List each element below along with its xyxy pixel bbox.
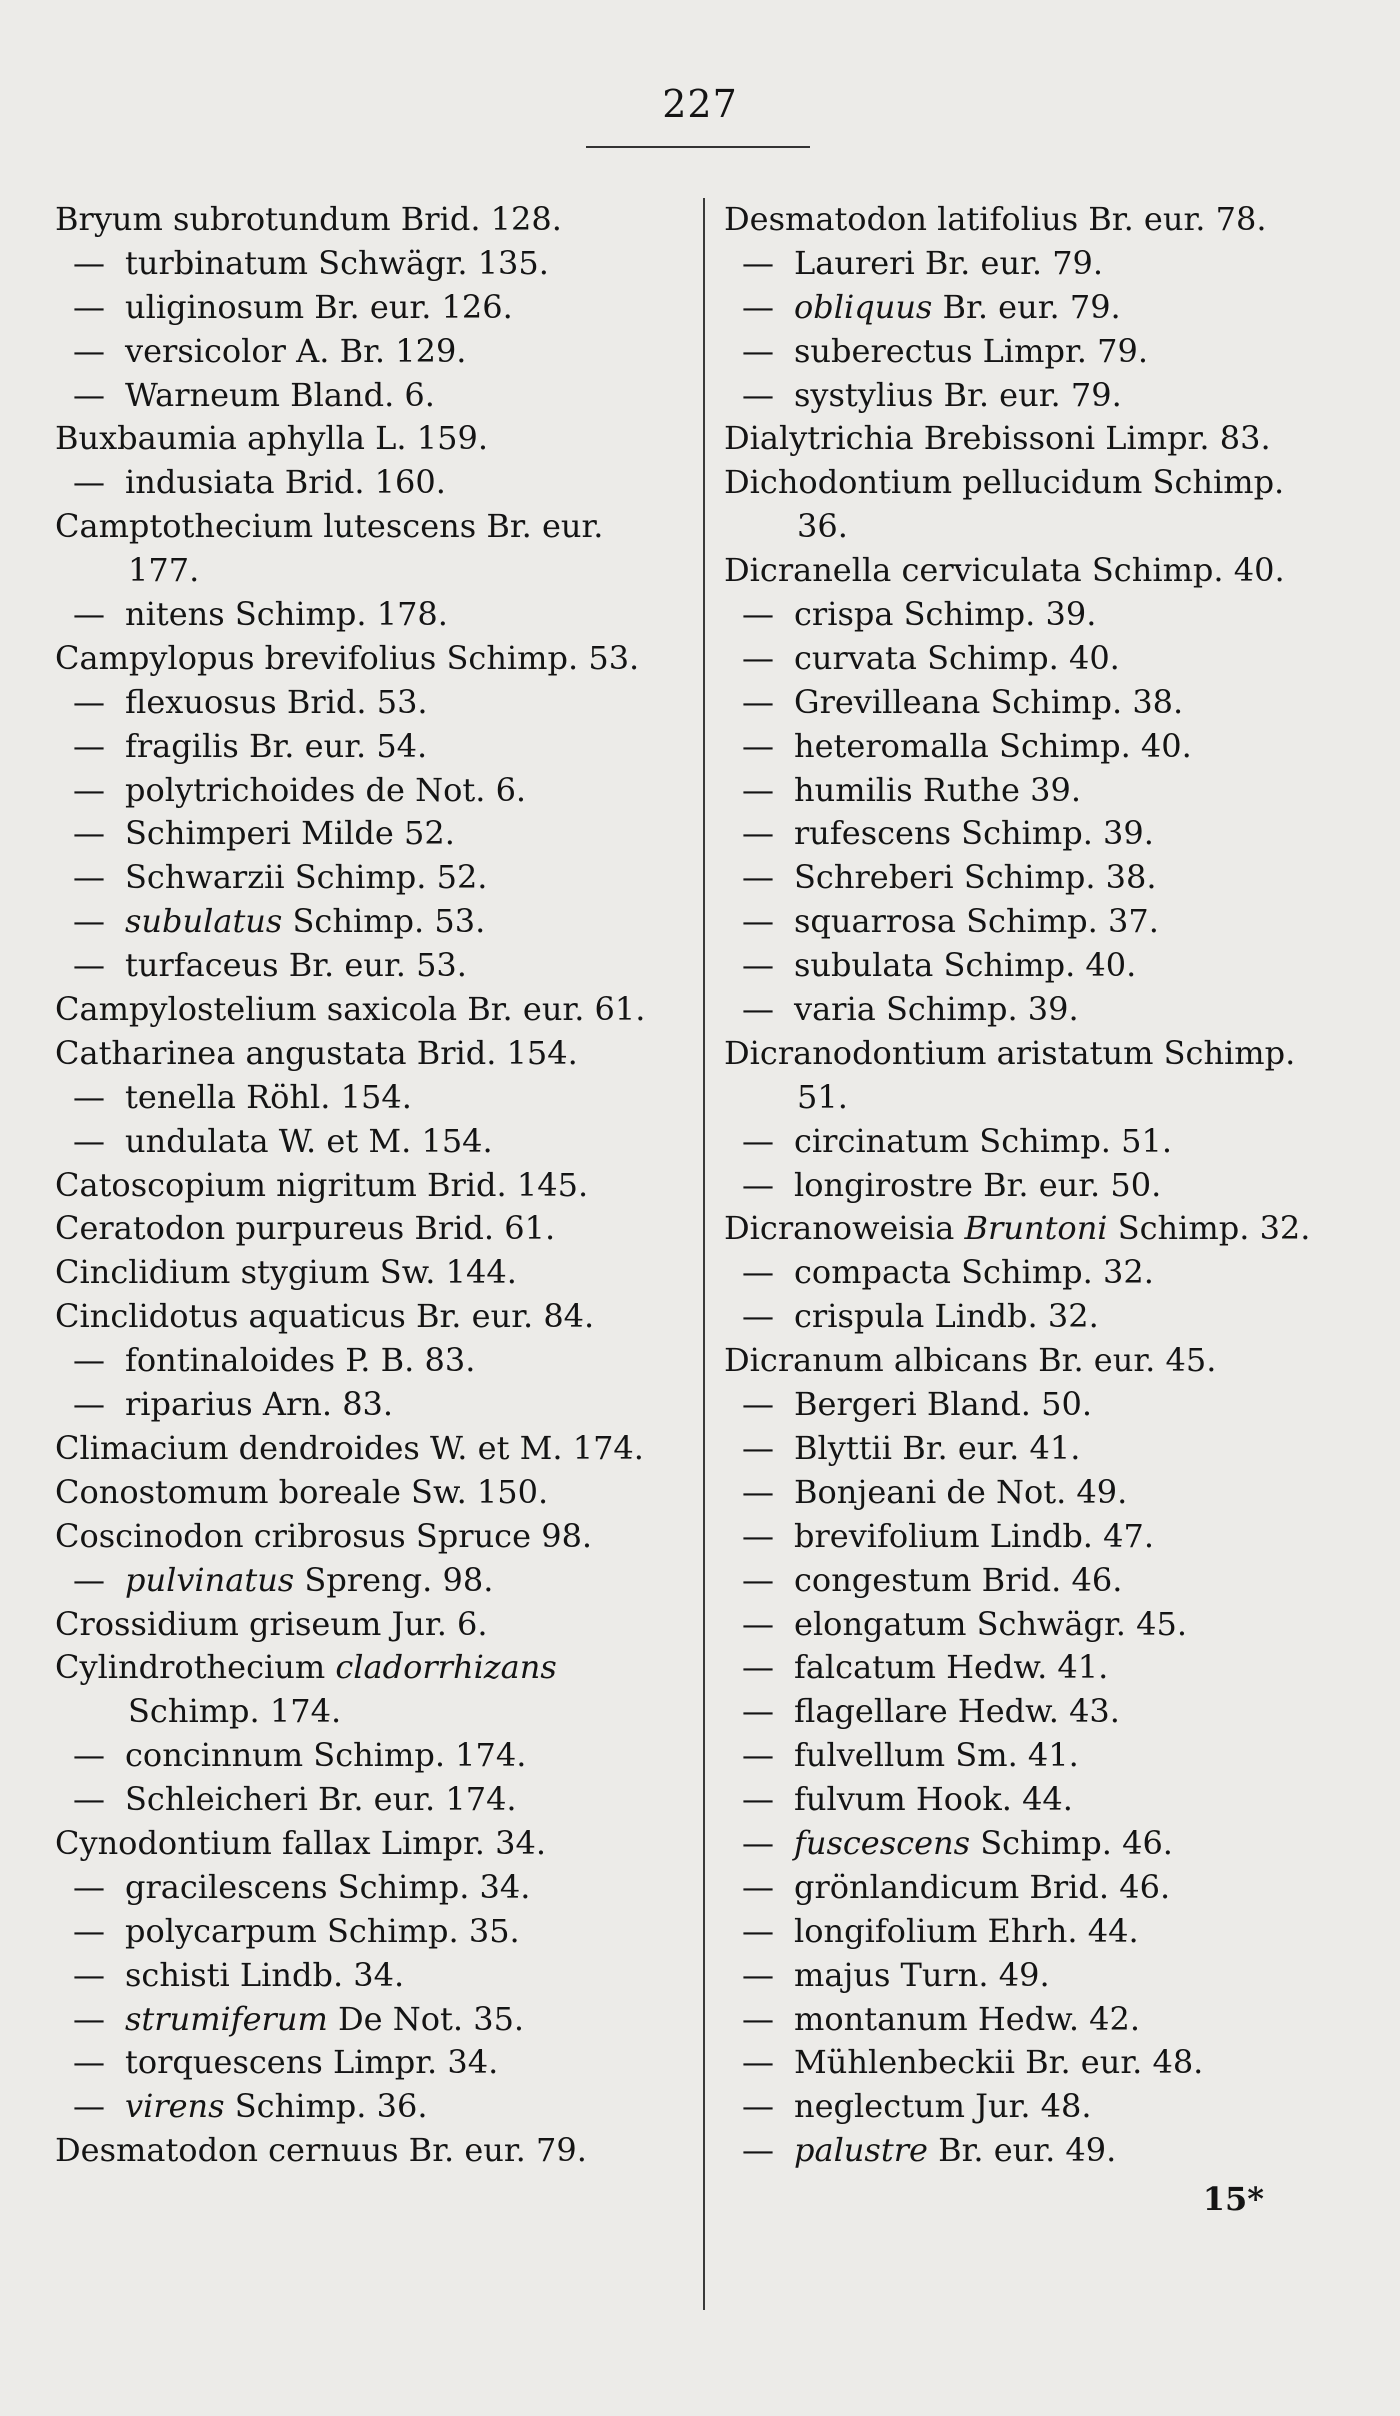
entry-text: Schimp. 36. (224, 2087, 428, 2126)
ditto-dash: — (73, 1955, 105, 1994)
ditto-dash: — (73, 1077, 105, 1116)
index-subentry (724, 725, 1310, 769)
entry-text: Laureri Br. eur. 79. (794, 243, 1104, 282)
index-subentry (55, 725, 645, 769)
index-subentry (724, 1998, 1310, 2042)
ditto-dash: — (742, 1692, 774, 1731)
ditto-dash: — (742, 1736, 774, 1775)
entry-text: Schimp. 46. (970, 1823, 1173, 1862)
index-subentry (724, 1164, 1310, 1208)
italic-name: fuscescens (794, 1823, 971, 1862)
ditto-dash: — (742, 1472, 774, 1511)
entry-text: Schimp. 32. (1107, 1209, 1311, 1248)
ditto-dash: — (73, 858, 105, 897)
entry-text: neglectum Jur. 48. (794, 2087, 1092, 2126)
ditto-dash: — (73, 1780, 105, 1819)
entry-text: torquescens Limpr. 34. (125, 2043, 499, 2082)
index-subentry (55, 1998, 645, 2042)
ditto-dash: — (73, 1999, 105, 2038)
index-subentry (724, 1822, 1310, 1866)
index-subentry (724, 681, 1310, 725)
entry-text: Dialytrichia Brebissoni Limpr. 83. (724, 419, 1271, 458)
entry-text: elongatum Schwägr. 45. (794, 1604, 1188, 1643)
index-subentry (724, 374, 1310, 418)
entry-text: uliginosum Br. eur. 126. (125, 287, 513, 326)
index-subentry (55, 812, 645, 856)
entry-text: Dicranoweisia (724, 1209, 965, 1248)
index-subentry (724, 2041, 1310, 2085)
entry-text: Schimperi Milde 52. (125, 814, 455, 853)
entry-text: flexuosus Brid. 53. (125, 682, 428, 721)
entry-text: Br. eur. 79. (932, 287, 1121, 326)
index-subentry (55, 1734, 645, 1778)
entry-text: Dicranum albicans Br. eur. 45. (724, 1341, 1217, 1380)
entry-text: Ceratodon purpureus Brid. 61. (55, 1209, 556, 1248)
index-subentry (724, 1251, 1310, 1295)
index-subentry (724, 1295, 1310, 1339)
entry-text: rufescens Schimp. 39. (794, 814, 1154, 853)
index-subentry (55, 593, 645, 637)
index-entry (55, 417, 645, 461)
entry-text: 51. (797, 1077, 848, 1116)
entry-text: Desmatodon cernuus Br. eur. 79. (55, 2131, 587, 2170)
index-subentry (724, 1734, 1310, 1778)
entry-text: fulvellum Sm. 41. (794, 1736, 1079, 1775)
index-subentry (55, 1076, 645, 1120)
entry-text: Catoscopium nigritum Brid. 145. (55, 1165, 589, 1204)
index-subentry (724, 1559, 1310, 1603)
entry-text: Schreberi Schimp. 38. (794, 858, 1157, 897)
entry-text: riparius Arn. 83. (125, 1385, 394, 1424)
index-subentry (55, 242, 645, 286)
entry-text: squarrosa Schimp. 37. (794, 902, 1159, 941)
page-number: 227 (662, 82, 738, 126)
italic-name: Bruntoni (964, 1209, 1108, 1248)
entry-text: schisti Lindb. 34. (125, 1955, 405, 1994)
index-entry (55, 1295, 645, 1339)
index-subentry (724, 1471, 1310, 1515)
index-entry (55, 1164, 645, 1208)
italic-name: cladorrhizans (335, 1648, 557, 1687)
ditto-dash: — (742, 946, 774, 985)
index-entry (724, 1207, 1310, 1251)
index-subentry (724, 1646, 1310, 1690)
ditto-dash: — (73, 1385, 105, 1424)
ditto-dash: — (73, 2043, 105, 2082)
ditto-dash: — (742, 1560, 774, 1599)
index-subentry (55, 1910, 645, 1954)
index-subentry (724, 856, 1310, 900)
index-entry (55, 505, 645, 549)
entry-text: Br. eur. 49. (927, 2131, 1117, 2170)
entry-text: Bonjeani de Not. 49. (794, 1472, 1128, 1511)
ditto-dash: — (742, 682, 774, 721)
header-rule (586, 146, 810, 148)
entry-text: tenella Röhl. 154. (125, 1077, 412, 1116)
entry-text: brevifolium Lindb. 47. (794, 1516, 1155, 1555)
index-entry (55, 1603, 645, 1647)
index-subentry (724, 637, 1310, 681)
index-entry (55, 1822, 645, 1866)
index-entry (55, 1646, 645, 1690)
entry-text: varia Schimp. 39. (794, 990, 1079, 1029)
ditto-dash: — (742, 331, 774, 370)
index-entry (55, 1427, 645, 1471)
ditto-dash: — (742, 770, 774, 809)
index-subentry (55, 2041, 645, 2085)
entry-text: Cinclidotus aquaticus Br. eur. 84. (55, 1297, 595, 1336)
index-subentry (724, 1778, 1310, 1822)
index-subentry (55, 1559, 645, 1603)
index-continuation (55, 1690, 645, 1734)
entry-text: Warneum Bland. 6. (125, 375, 435, 414)
index-subentry (724, 1690, 1310, 1734)
ditto-dash: — (742, 2087, 774, 2126)
ditto-dash: — (742, 2131, 774, 2170)
entry-text: Campylopus brevifolius Schimp. 53. (55, 638, 640, 677)
entry-text: undulata W. et M. 154. (125, 1121, 493, 1160)
ditto-dash: — (742, 375, 774, 414)
index-subentry (724, 1910, 1310, 1954)
entry-text: grönlandicum Brid. 46. (794, 1867, 1171, 1906)
index-subentry (55, 944, 645, 988)
ditto-dash: — (742, 1297, 774, 1336)
signature-mark: 15* (1202, 2180, 1264, 2218)
entry-text: Climacium dendroides W. et M. 174. (55, 1428, 644, 1467)
entry-text: 36. (797, 507, 848, 546)
ditto-dash: — (73, 243, 105, 282)
ditto-dash: — (742, 1780, 774, 1819)
entry-text: Schimp. 174. (128, 1692, 342, 1731)
italic-name: strumiferum (125, 1999, 328, 2038)
entry-text: Mühlenbeckii Br. eur. 48. (794, 2043, 1204, 2082)
entry-text: congestum Brid. 46. (794, 1560, 1123, 1599)
ditto-dash: — (73, 375, 105, 414)
entry-text: polytrichoides de Not. 6. (125, 770, 527, 809)
italic-name: obliquus (794, 287, 933, 326)
entry-text: Camptothecium lutescens Br. eur. (55, 507, 604, 546)
ditto-dash: — (73, 946, 105, 985)
ditto-dash: — (742, 1604, 774, 1643)
entry-text: polycarpum Schimp. 35. (125, 1911, 520, 1950)
ditto-dash: — (73, 1560, 105, 1599)
index-subentry (55, 374, 645, 418)
ditto-dash: — (742, 1253, 774, 1292)
ditto-dash: — (73, 814, 105, 853)
index-entry (724, 549, 1310, 593)
index-entry (55, 637, 645, 681)
ditto-dash: — (742, 1385, 774, 1424)
entry-text: nitens Schimp. 178. (125, 595, 448, 634)
index-continuation (724, 505, 1310, 549)
ditto-dash: — (742, 1999, 774, 2038)
entry-text: crispa Schimp. 39. (794, 595, 1097, 634)
index-entry (55, 1471, 645, 1515)
index-subentry (724, 769, 1310, 813)
index-subentry (55, 1339, 645, 1383)
index-continuation (724, 1076, 1310, 1120)
ditto-dash: — (73, 682, 105, 721)
ditto-dash: — (73, 1911, 105, 1950)
index-subentry (55, 1120, 645, 1164)
entry-text: Conostomum boreale Sw. 150. (55, 1472, 549, 1511)
ditto-dash: — (73, 287, 105, 326)
index-column-right (724, 198, 1310, 2173)
ditto-dash: — (73, 902, 105, 941)
entry-text: gracilescens Schimp. 34. (125, 1867, 531, 1906)
ditto-dash: — (73, 595, 105, 634)
ditto-dash: — (73, 2087, 105, 2126)
index-subentry (724, 2085, 1310, 2129)
ditto-dash: — (742, 1648, 774, 1687)
index-subentry (55, 1778, 645, 1822)
ditto-dash: — (742, 1955, 774, 1994)
entry-text: Bryum subrotundum Brid. 128. (55, 200, 562, 238)
index-entry (724, 461, 1310, 505)
entry-text: curvata Schimp. 40. (794, 638, 1120, 677)
index-entry (55, 988, 645, 1032)
entry-text: Catharinea angustata Brid. 154. (55, 1033, 578, 1072)
entry-text: flagellare Hedw. 43. (794, 1692, 1120, 1731)
entry-text: turbinatum Schwägr. 135. (125, 243, 549, 282)
entry-text: Cinclidium stygium Sw. 144. (55, 1253, 517, 1292)
entry-text: fulvum Hook. 44. (794, 1780, 1073, 1819)
entry-text: Schwarzii Schimp. 52. (125, 858, 488, 897)
italic-name: palustre (794, 2131, 928, 2170)
index-entry (724, 1032, 1310, 1076)
index-entry (55, 2129, 645, 2173)
column-divider (703, 198, 705, 2310)
index-subentry (724, 593, 1310, 637)
index-entry (55, 1207, 645, 1251)
index-subentry (724, 1866, 1310, 1910)
index-subentry (724, 330, 1310, 374)
italic-name: subulatus (125, 902, 283, 941)
entry-text: heteromalla Schimp. 40. (794, 726, 1192, 765)
index-subentry (55, 1866, 645, 1910)
index-column-left (55, 198, 645, 2173)
entry-text: circinatum Schimp. 51. (794, 1121, 1173, 1160)
entry-text: Dicranodontium aristatum Schimp. (724, 1033, 1296, 1072)
index-subentry (724, 1603, 1310, 1647)
ditto-dash: — (73, 1736, 105, 1775)
entry-text: fragilis Br. eur. 54. (125, 726, 428, 765)
italic-name: pulvinatus (125, 1560, 295, 1599)
index-subentry (55, 461, 645, 505)
entry-text: longirostre Br. eur. 50. (794, 1165, 1162, 1204)
entry-text: humilis Ruthe 39. (794, 770, 1082, 809)
index-subentry (55, 1954, 645, 1998)
entry-text: Cynodontium fallax Limpr. 34. (55, 1823, 547, 1862)
index-subentry (724, 1515, 1310, 1559)
ditto-dash: — (742, 638, 774, 677)
entry-text: compacta Schimp. 32. (794, 1253, 1154, 1292)
index-subentry (724, 1954, 1310, 1998)
index-subentry (724, 2129, 1310, 2173)
ditto-dash: — (742, 595, 774, 634)
ditto-dash: — (742, 243, 774, 282)
entry-text: Blyttii Br. eur. 41. (794, 1428, 1081, 1467)
index-subentry (55, 2085, 645, 2129)
entry-text: suberectus Limpr. 79. (794, 331, 1148, 370)
entry-text: longifolium Ehrh. 44. (794, 1911, 1139, 1950)
entry-text: Buxbaumia aphylla L. 159. (55, 419, 488, 458)
index-subentry (724, 1120, 1310, 1164)
ditto-dash: — (742, 858, 774, 897)
index-subentry (724, 900, 1310, 944)
index-subentry (724, 988, 1310, 1032)
ditto-dash: — (742, 1911, 774, 1950)
index-subentry (724, 1383, 1310, 1427)
entry-text: Bergeri Bland. 50. (794, 1385, 1093, 1424)
index-subentry (55, 330, 645, 374)
entry-text: systylius Br. eur. 79. (794, 375, 1122, 414)
index-entry (724, 198, 1310, 242)
ditto-dash: — (73, 331, 105, 370)
entry-text: Coscinodon cribrosus Spruce 98. (55, 1516, 593, 1555)
entry-text: Cylindrothecium (55, 1648, 336, 1687)
index-subentry (724, 242, 1310, 286)
index-subentry (724, 812, 1310, 856)
ditto-dash: — (742, 726, 774, 765)
entry-text: Grevilleana Schimp. 38. (794, 682, 1184, 721)
entry-text: Dichodontium pellucidum Schimp. (724, 463, 1285, 502)
index-subentry (55, 286, 645, 330)
entry-text: falcatum Hedw. 41. (794, 1648, 1109, 1687)
entry-text: Desmatodon latifolius Br. eur. 78. (724, 200, 1267, 238)
ditto-dash: — (73, 1867, 105, 1906)
index-entry (55, 1032, 645, 1076)
index-subentry (724, 1427, 1310, 1471)
index-subentry (55, 900, 645, 944)
entry-text: indusiata Brid. 160. (125, 463, 446, 502)
index-entry (55, 1251, 645, 1295)
entry-text: crispula Lindb. 32. (794, 1297, 1099, 1336)
index-entry (724, 1339, 1310, 1383)
ditto-dash: — (742, 1867, 774, 1906)
entry-text: 177. (128, 551, 200, 590)
index-subentry (724, 944, 1310, 988)
index-continuation (55, 549, 645, 593)
entry-text: Spreng. 98. (294, 1560, 494, 1599)
ditto-dash: — (742, 902, 774, 941)
entry-text: concinnum Schimp. 174. (125, 1736, 527, 1775)
entry-text: turfaceus Br. eur. 53. (125, 946, 467, 985)
index-subentry (55, 1383, 645, 1427)
entry-text: fontinaloides P. B. 83. (125, 1341, 476, 1380)
ditto-dash: — (742, 1516, 774, 1555)
ditto-dash: — (742, 814, 774, 853)
entry-text: Dicranella cerviculata Schimp. 40. (724, 551, 1285, 590)
entry-text: Campylostelium saxicola Br. eur. 61. (55, 990, 646, 1029)
index-subentry (724, 286, 1310, 330)
ditto-dash: — (73, 726, 105, 765)
italic-name: virens (125, 2087, 225, 2126)
ditto-dash: — (742, 1165, 774, 1204)
ditto-dash: — (742, 287, 774, 326)
ditto-dash: — (73, 1341, 105, 1380)
ditto-dash: — (73, 1121, 105, 1160)
entry-text: Schimp. 53. (282, 902, 486, 941)
index-subentry (55, 769, 645, 813)
entry-text: subulata Schimp. 40. (794, 946, 1137, 985)
index-entry (724, 417, 1310, 461)
ditto-dash: — (742, 1428, 774, 1467)
entry-text: majus Turn. 49. (794, 1955, 1050, 1994)
entry-text: De Not. 35. (327, 1999, 525, 2038)
ditto-dash: — (73, 770, 105, 809)
entry-text: Crossidium griseum Jur. 6. (55, 1604, 488, 1643)
index-subentry (55, 681, 645, 725)
ditto-dash: — (742, 2043, 774, 2082)
index-subentry (55, 856, 645, 900)
entry-text: Schleicheri Br. eur. 174. (125, 1780, 517, 1819)
ditto-dash: — (742, 990, 774, 1029)
entry-text: montanum Hedw. 42. (794, 1999, 1141, 2038)
ditto-dash: — (742, 1121, 774, 1160)
index-entry (55, 1515, 645, 1559)
index-entry (55, 198, 645, 242)
entry-text: versicolor A. Br. 129. (125, 331, 467, 370)
ditto-dash: — (73, 463, 105, 502)
ditto-dash: — (742, 1823, 774, 1862)
